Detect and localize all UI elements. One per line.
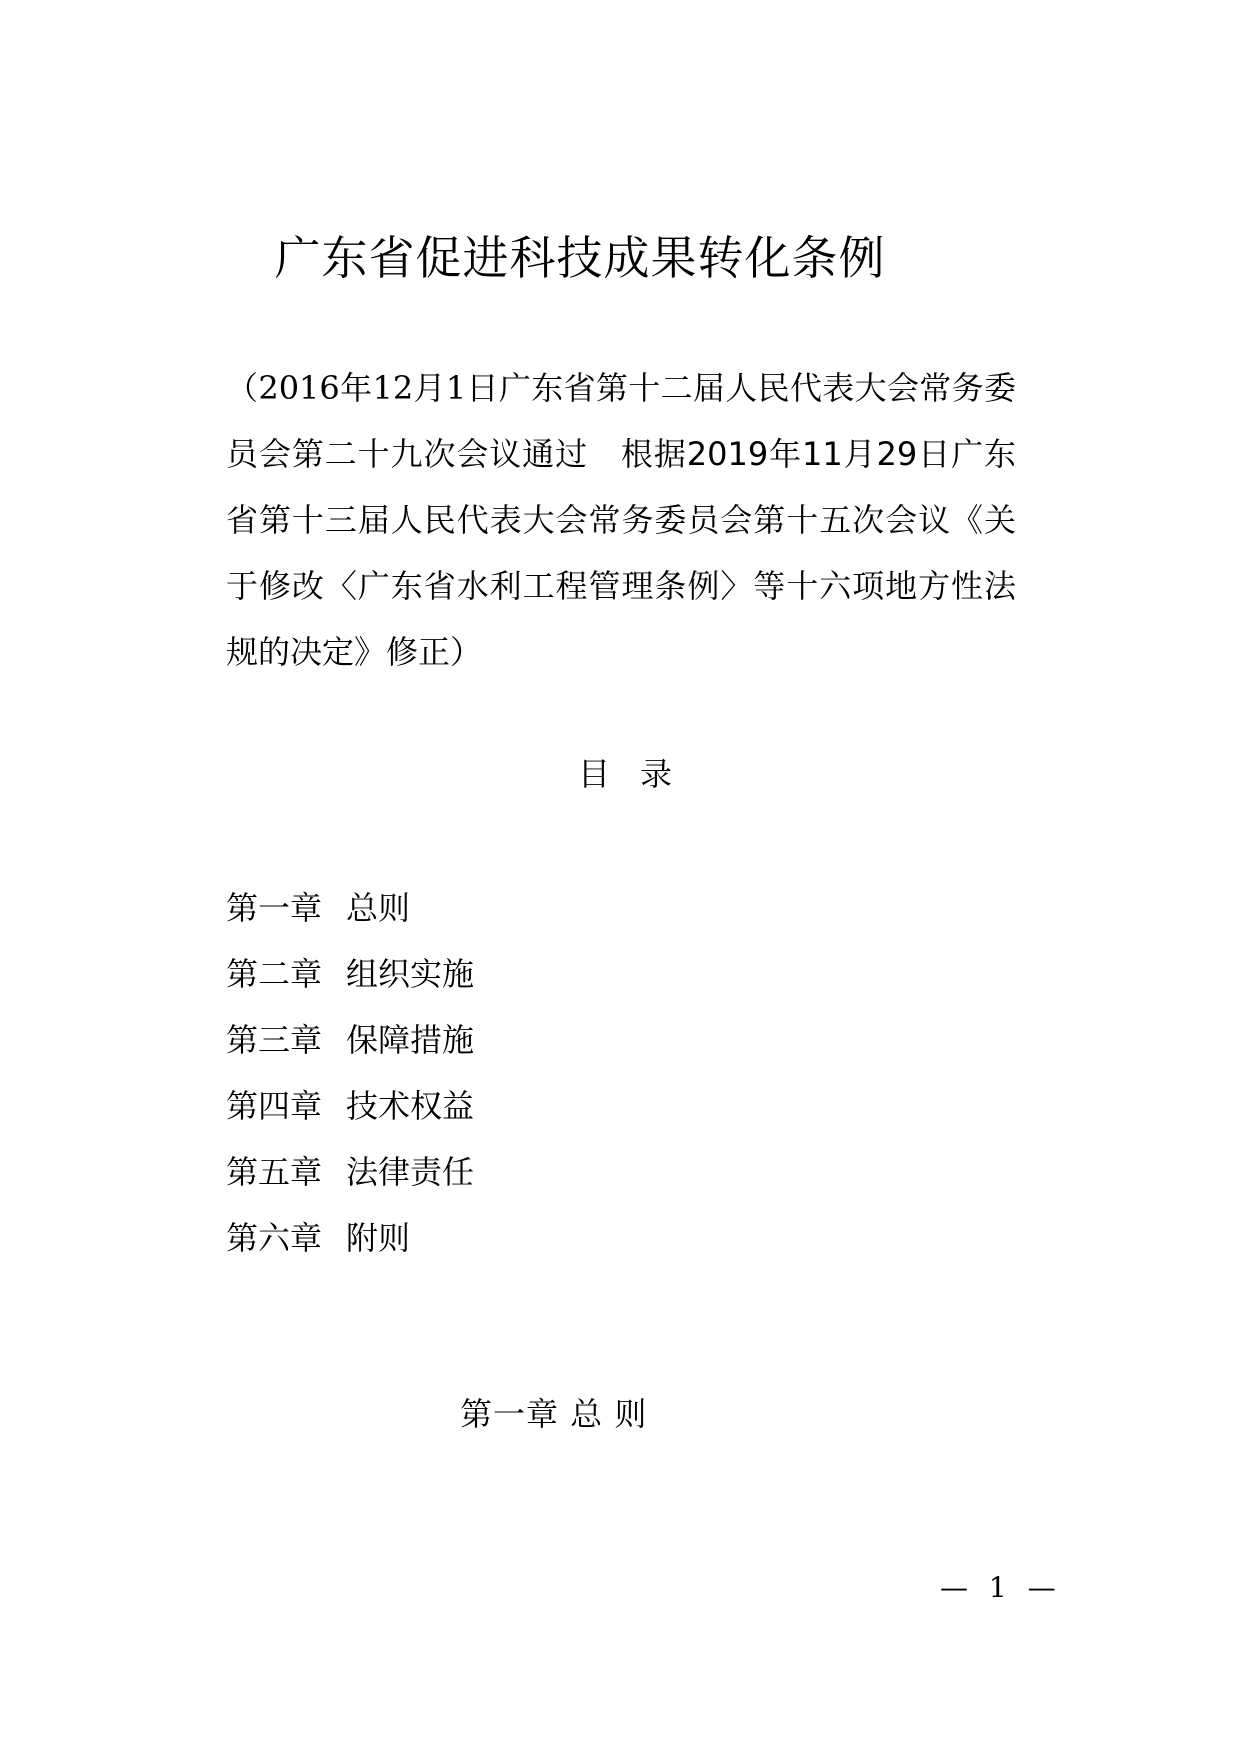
toc-heading: 目录	[577, 755, 702, 793]
toc-chapter-number: 第三章	[226, 1021, 323, 1059]
toc-chapter-name: 总则	[346, 889, 411, 927]
document-title: 广东省促进科技成果转化条例	[274, 231, 886, 285]
toc-chapter-name: 组织实施	[346, 955, 475, 993]
adoption-note	[226, 355, 1016, 685]
toc-item	[226, 875, 474, 941]
toc-chapter-number: 第二章	[226, 955, 323, 993]
chapter-heading: 第一章 总 则	[460, 1395, 648, 1433]
table-of-contents	[226, 875, 474, 1271]
adoption-note-part1: （2016年12月1日广东省第十二届人民代表大会常务委员会第二十九次会议通过	[226, 369, 1016, 473]
toc-chapter-number: 第五章	[226, 1153, 323, 1191]
toc-item	[226, 1073, 474, 1139]
toc-item	[226, 941, 474, 1007]
toc-chapter-name: 保障措施	[346, 1021, 475, 1059]
toc-item	[226, 1007, 474, 1073]
toc-item	[226, 1205, 474, 1271]
toc-chapter-name: 技术权益	[346, 1087, 475, 1125]
toc-chapter-number: 第一章	[226, 889, 323, 927]
adoption-note-part2: 根据2019年11月29日广东省第十三届人民代表大会常务委员会第十五次会议《关于修改〈广东省水利工程管理条例〉等十六项地方性法规的决定》修正）	[226, 435, 1016, 671]
toc-chapter-number: 第六章	[226, 1219, 323, 1257]
toc-chapter-name: 附则	[346, 1219, 411, 1257]
toc-chapter-name: 法律责任	[346, 1153, 475, 1191]
toc-chapter-number: 第四章	[226, 1087, 323, 1125]
toc-item	[226, 1139, 474, 1205]
page-number: — 1 —	[940, 1571, 1062, 1604]
